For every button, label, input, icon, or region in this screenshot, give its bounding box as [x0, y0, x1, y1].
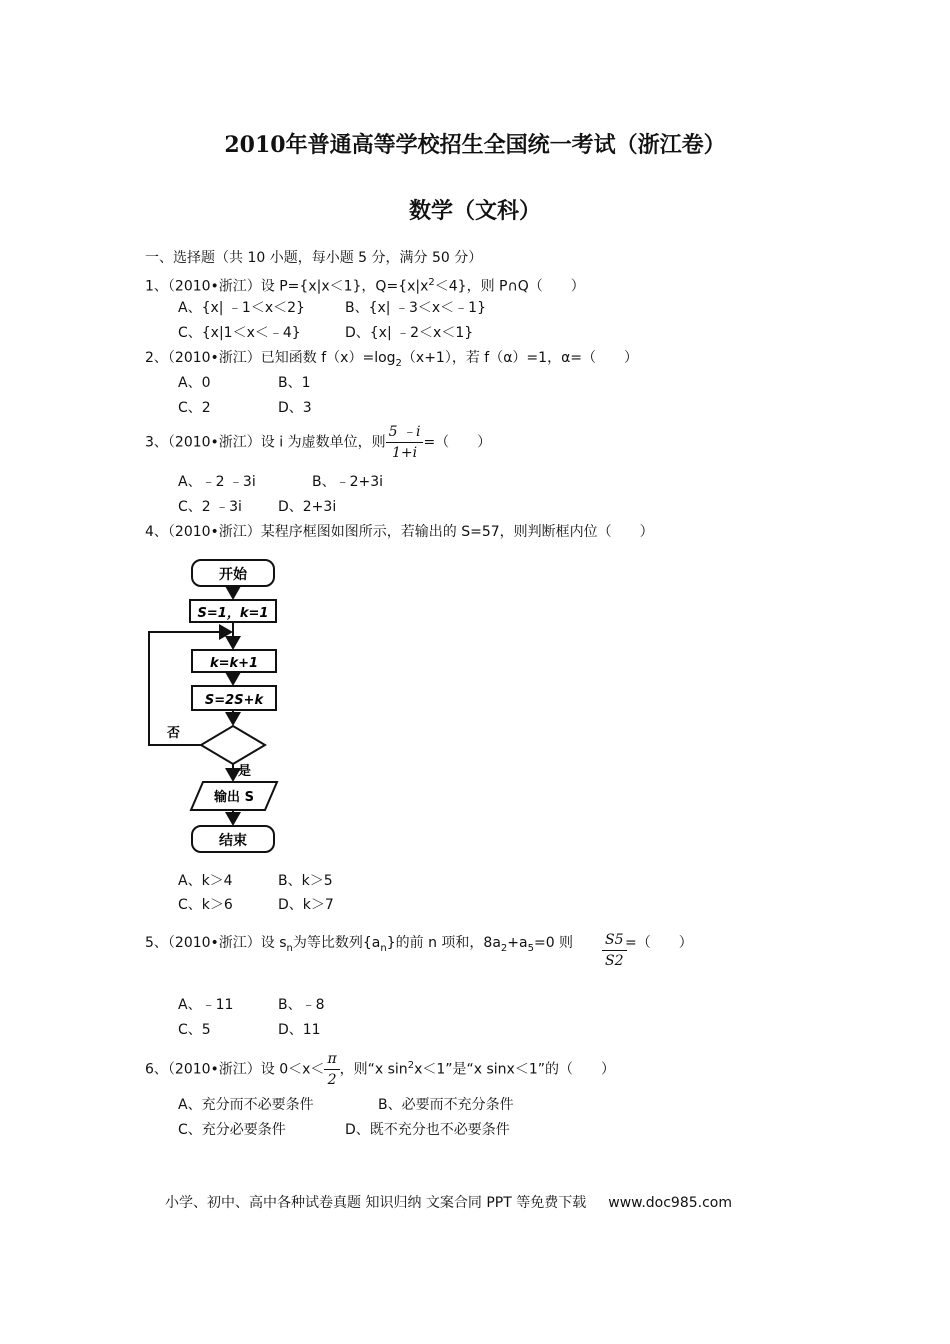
- q6-option-c: C、充分必要条件: [178, 1122, 286, 1138]
- q5-frac-numerator: S5: [602, 930, 627, 951]
- flowchart-step2-label: S=2S+k: [204, 693, 264, 708]
- question-3: [145, 422, 491, 463]
- q3-option-d: D、2+3i: [278, 499, 337, 515]
- q5-option-d: D、11: [278, 1022, 321, 1038]
- q1-option-a: A、{x| ﹣1＜x＜2}: [178, 300, 305, 316]
- question-6: [145, 1046, 615, 1090]
- q2-option-c: C、2: [178, 400, 211, 416]
- q6-option-b: B、必要而不充分条件: [378, 1097, 514, 1113]
- q5-text-mid: 为等比数列{a: [292, 935, 381, 951]
- q6-text-mid: ，则“x sin: [339, 1061, 408, 1078]
- q5-sub-5: 5: [527, 942, 534, 954]
- page-title: 2010年普通高等学校招生全国统一考试（浙江卷）: [224, 132, 726, 158]
- flowchart-start-label: 开始: [219, 567, 247, 583]
- q3-frac-numerator: 5 ﹣i: [386, 422, 424, 443]
- flowchart-step1-label: k=k+1: [209, 656, 259, 671]
- question-4: 4、（2010•浙江）某程序框图如图所示，若输出的 S=57，则判断框内位（ ）: [145, 524, 654, 540]
- q3-frac-denominator: 1+i: [391, 445, 418, 461]
- question-1: [145, 273, 585, 297]
- q6-sup: 2: [407, 1060, 415, 1071]
- q5-text-pre: 5、（2010•浙江）设 s: [145, 935, 287, 951]
- footer-site-link[interactable]: www.doc985.com: [608, 1195, 732, 1211]
- q4-option-d: D、k＞7: [278, 897, 334, 913]
- q2-option-d: D、3: [278, 400, 312, 416]
- q1-option-c: C、{x|1＜x＜﹣4}: [178, 325, 301, 341]
- q1-option-d: D、{x| ﹣2＜x＜1}: [345, 325, 474, 341]
- q3-option-c: C、2 ﹣3i: [178, 499, 242, 515]
- footer-text: 小学、初中、高中各种试卷真题 知识归纳 文案合同 PPT 等免费下载: [165, 1195, 587, 1211]
- q6-text-post: x＜1”是“x sinx＜1”的（ ）: [414, 1061, 615, 1078]
- q3-fraction: [386, 422, 424, 463]
- q2-text-pre: 2、（2010•浙江）已知函数 f（x）=log: [145, 350, 396, 366]
- q4-option-c: C、k＞6: [178, 897, 233, 913]
- q5-sub-n2: n: [380, 942, 387, 954]
- question-2: [145, 348, 638, 374]
- q5-option-a: A、﹣11: [178, 997, 234, 1013]
- q3-option-a: A、﹣2 ﹣3i: [178, 474, 256, 490]
- flowchart-init-label: S=1，k=1: [197, 606, 269, 621]
- q5-sub-2: 2: [500, 942, 508, 954]
- flowchart-decision: [201, 726, 265, 764]
- q4-option-b: B、k＞5: [278, 873, 333, 889]
- flowchart-yes-label: 是: [238, 764, 252, 779]
- q5-text-post: =（ ）: [625, 935, 693, 951]
- q1-option-b: B、{x| ﹣3＜x＜﹣1}: [345, 300, 486, 316]
- q1-text-post: ＜4}，则 P∩Q（ ）: [434, 278, 585, 295]
- flowchart: [145, 552, 280, 857]
- page-subtitle: 数学（文科）: [408, 198, 541, 224]
- flowchart-end-label: 结束: [219, 833, 247, 849]
- footer: [165, 1192, 732, 1212]
- q3-option-b: B、﹣2+3i: [312, 474, 384, 490]
- q6-fraction: [324, 1049, 339, 1090]
- q6-frac-numerator: π: [324, 1049, 339, 1070]
- q2-option-a: A、0: [178, 375, 211, 391]
- q6-frac-denominator: 2: [327, 1072, 337, 1089]
- q4-option-a: A、k＞4: [178, 873, 233, 889]
- q6-option-d: D、既不充分也不必要条件: [345, 1122, 510, 1138]
- q3-text-pre: 3、（2010•浙江）设 i 为虚数单位，则: [145, 434, 386, 451]
- question-5: [145, 933, 573, 959]
- section-heading: 一、选择题（共 10 小题，每小题 5 分，满分 50 分）: [145, 250, 483, 266]
- q6-option-a: A、充分而不必要条件: [178, 1097, 314, 1113]
- q2-text-post: （x+1），若 f（α）=1，α=（ ）: [401, 350, 639, 366]
- q3-text-post: =（ ）: [423, 434, 492, 451]
- q5-text-mid2: }的前 n 项和，8a: [386, 935, 501, 951]
- q6-text-pre: 6、（2010•浙江）设 0＜x＜: [145, 1061, 325, 1078]
- q5-fraction: [602, 930, 627, 971]
- q2-option-b: B、1: [278, 375, 311, 391]
- flowchart-output-label: 输出 S: [214, 790, 254, 805]
- q5-frac-denominator: S2: [605, 953, 624, 969]
- q1-text-pre: 1、（2010•浙江）设 P={x|x＜1}，Q={x|x: [145, 278, 429, 295]
- q5-option-b: B、﹣8: [278, 997, 325, 1013]
- q2-sub: 2: [395, 357, 402, 369]
- q5-text-mid4: =0 则: [533, 935, 574, 951]
- flowchart-no-label: 否: [167, 726, 181, 741]
- q5-option-c: C、5: [178, 1022, 211, 1038]
- q5-text-mid3: +a: [507, 935, 528, 951]
- q5-sub-n: n: [286, 942, 293, 954]
- q1-sup: 2: [428, 277, 435, 288]
